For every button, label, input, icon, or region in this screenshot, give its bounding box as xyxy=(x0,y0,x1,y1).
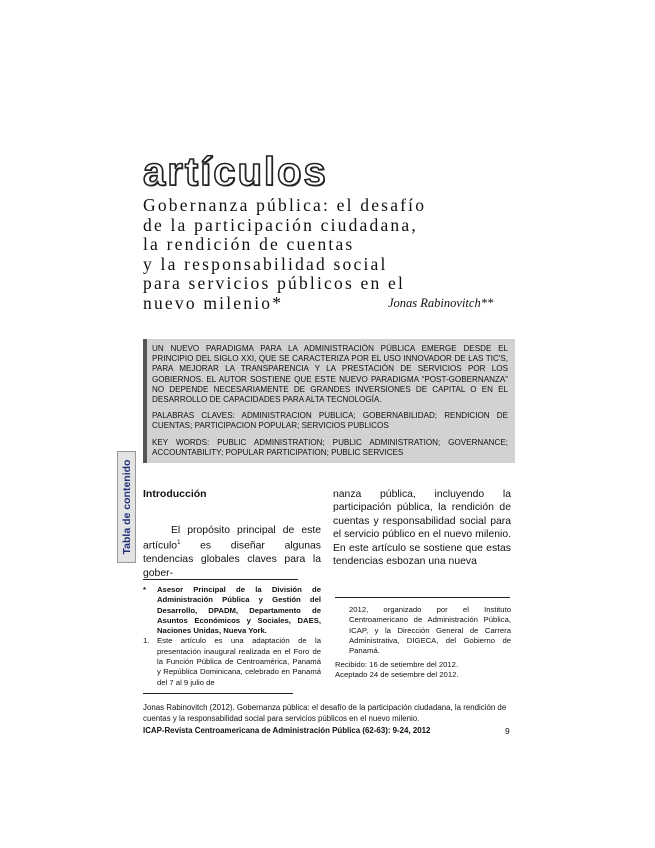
dates-received xyxy=(335,660,513,681)
footnote-mark: * xyxy=(143,585,146,594)
footnote-text: Asesor Principal de la División de Administración Pública y Gestión del Desarrollo, DPADM, Departamento de Asuntos Económicos y Sociales, DAES, Naciones Unidas, Nueva York. xyxy=(157,585,321,636)
footnote-1-continued: 2012, organizado por el Instituto Centroamericano de Administración Pública, ICAP, y la Dirección General de Carrera Administrativa, DIGECA, del Gobierno de Panamá. xyxy=(349,605,511,656)
table-of-contents-tab[interactable] xyxy=(117,451,136,563)
footnote-ref[interactable]: 1 xyxy=(177,540,181,547)
footnote-mark: 1. xyxy=(143,636,150,646)
keywords-spanish: PALABRAS CLAVES: ADMINISTRACION PUBLICA; GOBERNABILIDAD; RENDICION DE CUENTAS; PARTICIPACION POPULAR; SERVICIOS PUBLICOS xyxy=(152,411,508,431)
abstract-box xyxy=(143,339,515,463)
title-line: Gobernanza pública: el desafío xyxy=(143,195,427,215)
body-column-right: nanza pública, incluyendo la participación pública, la rendición de cuentas y responsabilidad social para el servicio público en el nuevo milenio. En este artículo se sostiene que estas tendencias esbozan una nueva xyxy=(333,489,511,568)
page-number: 9 xyxy=(505,726,510,736)
title-line: nuevo milenio* xyxy=(143,292,284,313)
title-line: y la responsabilidad social xyxy=(143,253,388,274)
title-line: la rendición de cuentas xyxy=(143,234,355,254)
accepted-date: Aceptado 24 de setiembre del 2012. xyxy=(335,670,459,680)
footnote-author xyxy=(143,585,321,636)
title-line: de la participación ciudadana, xyxy=(143,214,418,235)
table-of-contents-label: Tabla de contenido xyxy=(120,459,133,555)
footnote-divider xyxy=(143,693,293,694)
footnotes-left xyxy=(143,585,321,688)
author-name: Jonas Rabinovitch** xyxy=(388,296,494,310)
section-header: artículos xyxy=(143,150,328,194)
title-line: para servicios públicos en el xyxy=(143,273,406,293)
footnote-text: Este artículo es una adaptación de la presentación inaugural realizada en el Foro de la Función Pública de Centroamérica, Panamá y República Dominicana, celebrado en Panamá del 7 al 9 julio de xyxy=(157,636,321,687)
body-text: El propósito principal de este artículo xyxy=(143,525,321,552)
body-column-left xyxy=(143,524,321,580)
footer-citation: Jonas Rabinovitch (2012). Gobernanza pública: el desafío de la participación ciudadana, la rendición de cuentas y la responsabilidad social para servicios públicos en el nuevo milenio. xyxy=(143,703,507,723)
body-text: es diseñar algunas tendencias globales claves para la gober- xyxy=(143,540,321,579)
received-date: Recibido: 16 de setiembre del 2012. xyxy=(335,660,459,669)
footer-journal: ICAP-Revista Centroamericana de Administración Pública (62-63): 9-24, 2012 xyxy=(143,726,431,735)
footnote-1 xyxy=(143,636,321,687)
abstract-summary: UN NUEVO PARADIGMA PARA LA ADMINISTRACIÓN PÚBLICA EMERGE DESDE EL PRINCIPIO DEL SIGLO XXI, QUE SE CARACTERIZA POR EL USO INNOVADOR DE LAS TIC'S, PARA MEJORAR LA TRANSPARENCIA Y LA PRESTACIÓN DE SERVICIOS POR LOS GOBIERNOS. EL AUTOR SOSTIENE QUE ESTE NUEVO PARADIGMA “POST-GOBERNANZA” NO DEPENDE NECESARIAMENTE DE GRANDES INVERSIONES DE CAPITAL O EN EL DESARROLLO DE CAPACIDADES PARA ALTA TECNOLOGÍA. xyxy=(152,344,508,405)
footnote-divider xyxy=(335,597,510,598)
footnote-divider xyxy=(143,579,298,580)
intro-heading: Introducción xyxy=(143,488,207,500)
keywords-english: KEY WORDS: PUBLIC ADMINISTRATION; PUBLIC ADMINISTRATION; GOVERNANCE; ACCOUNTABILITY; POPULAR PARTICIPATION; PUBLIC SERVICES xyxy=(152,437,508,457)
